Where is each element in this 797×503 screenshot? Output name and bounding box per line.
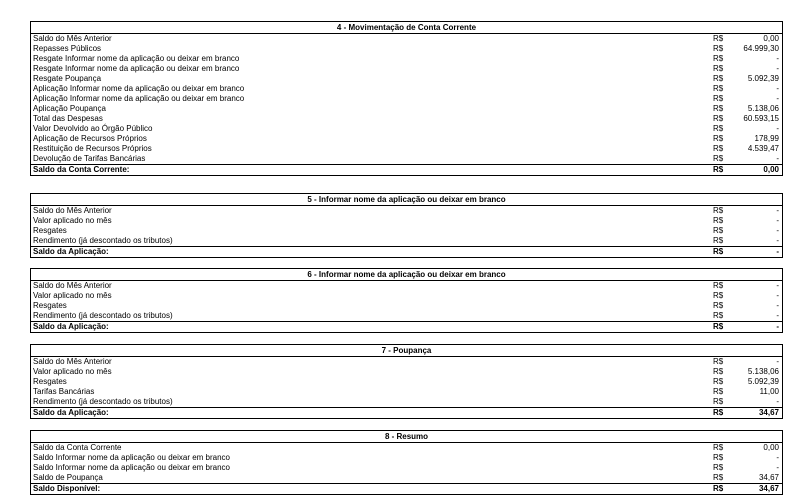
row-value: 0,00	[763, 34, 779, 43]
currency-symbol: R$	[713, 124, 724, 133]
row-value: 34,67	[758, 473, 779, 482]
section-title: 5 - Informar nome da aplicação ou deixar em branco	[31, 194, 782, 206]
row-value: -	[776, 357, 779, 366]
currency-symbol: R$	[713, 44, 724, 53]
currency-symbol: R$	[713, 291, 724, 300]
currency-symbol: R$	[713, 397, 724, 406]
currency-symbol: R$	[713, 453, 724, 462]
row-label: Aplicação Informar nome da aplicação ou deixar em branco	[33, 94, 245, 103]
table-row	[31, 114, 782, 124]
section-title: 6 - Informar nome da aplicação ou deixar em branco	[31, 269, 782, 281]
row-label: Saldo Informar nome da aplicação ou deixar em branco	[33, 463, 230, 472]
row-label: Saldo do Mês Anterior	[33, 357, 112, 366]
row-value: 5.138,06	[747, 104, 779, 113]
row-label: Saldo da Aplicação:	[33, 408, 109, 417]
section-rows	[31, 281, 782, 332]
currency-symbol: R$	[713, 74, 724, 83]
row-label: Rendimento (já descontado os tributos)	[33, 311, 173, 320]
row-value: 64.999,30	[743, 44, 779, 53]
section-rows	[31, 443, 782, 494]
table-row	[31, 311, 782, 321]
row-label: Resgate Informar nome da aplicação ou deixar em branco	[33, 64, 240, 73]
currency-symbol: R$	[713, 357, 724, 366]
row-value: -	[776, 54, 779, 63]
currency-symbol: R$	[713, 114, 724, 123]
row-label: Valor aplicado no mês	[33, 291, 112, 300]
section-conta-corrente	[30, 21, 783, 176]
row-value: -	[776, 226, 779, 235]
section-rows	[31, 206, 782, 257]
table-row	[31, 44, 782, 54]
table-row	[31, 377, 782, 387]
total-row	[31, 407, 782, 418]
section-aplicacao-2	[30, 268, 783, 333]
row-label: Aplicação Poupança	[33, 104, 106, 113]
row-label: Aplicação de Recursos Próprios	[33, 134, 147, 143]
table-row	[31, 463, 782, 473]
currency-symbol: R$	[713, 64, 724, 73]
row-label: Valor aplicado no mês	[33, 216, 112, 225]
row-value: -	[776, 311, 779, 320]
row-value: 60.593,15	[743, 114, 779, 123]
currency-symbol: R$	[713, 165, 724, 174]
row-value: 5.138,06	[747, 367, 779, 376]
row-value: 11,00	[759, 387, 779, 396]
table-row	[31, 206, 782, 216]
row-value: 5.092,39	[747, 74, 779, 83]
row-label: Saldo do Mês Anterior	[33, 206, 112, 215]
row-value: -	[776, 247, 779, 256]
currency-symbol: R$	[713, 34, 724, 43]
row-value: 0,00	[763, 165, 779, 174]
currency-symbol: R$	[713, 247, 724, 256]
table-row	[31, 84, 782, 94]
row-label: Total das Despesas	[33, 114, 103, 123]
row-value: 34,67	[758, 408, 779, 417]
row-label: Saldo do Mês Anterior	[33, 281, 112, 290]
currency-symbol: R$	[713, 377, 724, 386]
row-value: -	[776, 453, 779, 462]
table-row	[31, 291, 782, 301]
row-value: 34,67	[758, 484, 779, 493]
row-label: Saldo da Conta Corrente:	[33, 165, 130, 174]
currency-symbol: R$	[713, 367, 724, 376]
currency-symbol: R$	[713, 94, 724, 103]
section-poupanca	[30, 344, 783, 419]
table-row	[31, 216, 782, 226]
currency-symbol: R$	[713, 301, 724, 310]
row-value: 178,99	[754, 134, 779, 143]
table-row	[31, 443, 782, 453]
row-label: Rendimento (já descontado os tributos)	[33, 236, 173, 245]
row-label: Saldo da Aplicação:	[33, 247, 109, 256]
row-label: Saldo de Poupança	[33, 473, 103, 482]
total-row	[31, 483, 782, 494]
currency-symbol: R$	[713, 443, 724, 452]
row-label: Saldo da Conta Corrente	[33, 443, 122, 452]
currency-symbol: R$	[713, 322, 724, 331]
row-label: Devolução de Tarifas Bancárias	[33, 154, 146, 163]
currency-symbol: R$	[713, 84, 724, 93]
row-value: -	[776, 124, 779, 133]
row-value: -	[776, 64, 779, 73]
section-title: 4 - Movimentação de Conta Corrente	[31, 22, 782, 34]
section-rows	[31, 357, 782, 418]
table-row	[31, 397, 782, 407]
currency-symbol: R$	[713, 226, 724, 235]
total-row	[31, 321, 782, 332]
row-label: Resgate Informar nome da aplicação ou deixar em branco	[33, 54, 240, 63]
row-value: -	[776, 463, 779, 472]
row-label: Resgate Poupança	[33, 74, 102, 83]
row-value: 0,00	[763, 443, 779, 452]
row-label: Valor Devolvido ao Órgão Público	[33, 124, 153, 133]
currency-symbol: R$	[713, 473, 724, 482]
section-aplicacao-1	[30, 193, 783, 258]
table-row	[31, 236, 782, 246]
table-row	[31, 367, 782, 377]
section-resumo	[30, 430, 783, 495]
total-row	[31, 246, 782, 257]
currency-symbol: R$	[713, 216, 724, 225]
currency-symbol: R$	[713, 311, 724, 320]
currency-symbol: R$	[713, 134, 724, 143]
row-value: -	[776, 322, 779, 331]
row-label: Repasses Públicos	[33, 44, 102, 53]
table-row	[31, 34, 782, 44]
row-label: Saldo do Mês Anterior	[33, 34, 112, 43]
table-row	[31, 54, 782, 64]
row-label: Tarifas Bancárias	[33, 387, 95, 396]
table-row	[31, 473, 782, 483]
row-label: Resgates	[33, 301, 67, 310]
row-label: Resgates	[33, 377, 67, 386]
currency-symbol: R$	[713, 463, 724, 472]
currency-symbol: R$	[713, 236, 724, 245]
row-label: Valor aplicado no mês	[33, 367, 112, 376]
table-row	[31, 301, 782, 311]
row-value: -	[776, 84, 779, 93]
table-row	[31, 104, 782, 114]
row-value: -	[776, 206, 779, 215]
row-value: -	[776, 94, 779, 103]
row-label: Restituição de Recursos Próprios	[33, 144, 152, 153]
row-value: -	[776, 281, 779, 290]
table-row	[31, 226, 782, 236]
currency-symbol: R$	[713, 281, 724, 290]
table-row	[31, 154, 782, 164]
section-rows	[31, 34, 782, 175]
row-label: Saldo Disponível:	[33, 484, 101, 493]
section-title: 8 - Resumo	[31, 431, 782, 443]
row-label: Rendimento (já descontado os tributos)	[33, 397, 173, 406]
table-row	[31, 94, 782, 104]
currency-symbol: R$	[713, 144, 724, 153]
currency-symbol: R$	[713, 104, 724, 113]
table-row	[31, 281, 782, 291]
currency-symbol: R$	[713, 387, 724, 396]
row-value: -	[776, 154, 779, 163]
table-row	[31, 124, 782, 134]
table-row	[31, 144, 782, 154]
row-label: Saldo Informar nome da aplicação ou deixar em branco	[33, 453, 230, 462]
table-row	[31, 134, 782, 144]
table-row	[31, 453, 782, 463]
currency-symbol: R$	[713, 206, 724, 215]
currency-symbol: R$	[713, 154, 724, 163]
section-title: 7 - Poupança	[31, 345, 782, 357]
row-value: 5.092,39	[747, 377, 779, 386]
table-row	[31, 387, 782, 397]
table-row	[31, 74, 782, 84]
currency-symbol: R$	[713, 54, 724, 63]
table-row	[31, 64, 782, 74]
total-row	[31, 164, 782, 175]
currency-symbol: R$	[713, 408, 724, 417]
row-value: -	[776, 216, 779, 225]
currency-symbol: R$	[713, 484, 724, 493]
row-label: Aplicação Informar nome da aplicação ou deixar em branco	[33, 84, 245, 93]
row-label: Saldo da Aplicação:	[33, 322, 109, 331]
row-label: Resgates	[33, 226, 67, 235]
table-row	[31, 357, 782, 367]
row-value: 4.539,47	[747, 144, 779, 153]
row-value: -	[776, 397, 779, 406]
row-value: -	[776, 291, 779, 300]
row-value: -	[776, 236, 779, 245]
row-value: -	[776, 301, 779, 310]
